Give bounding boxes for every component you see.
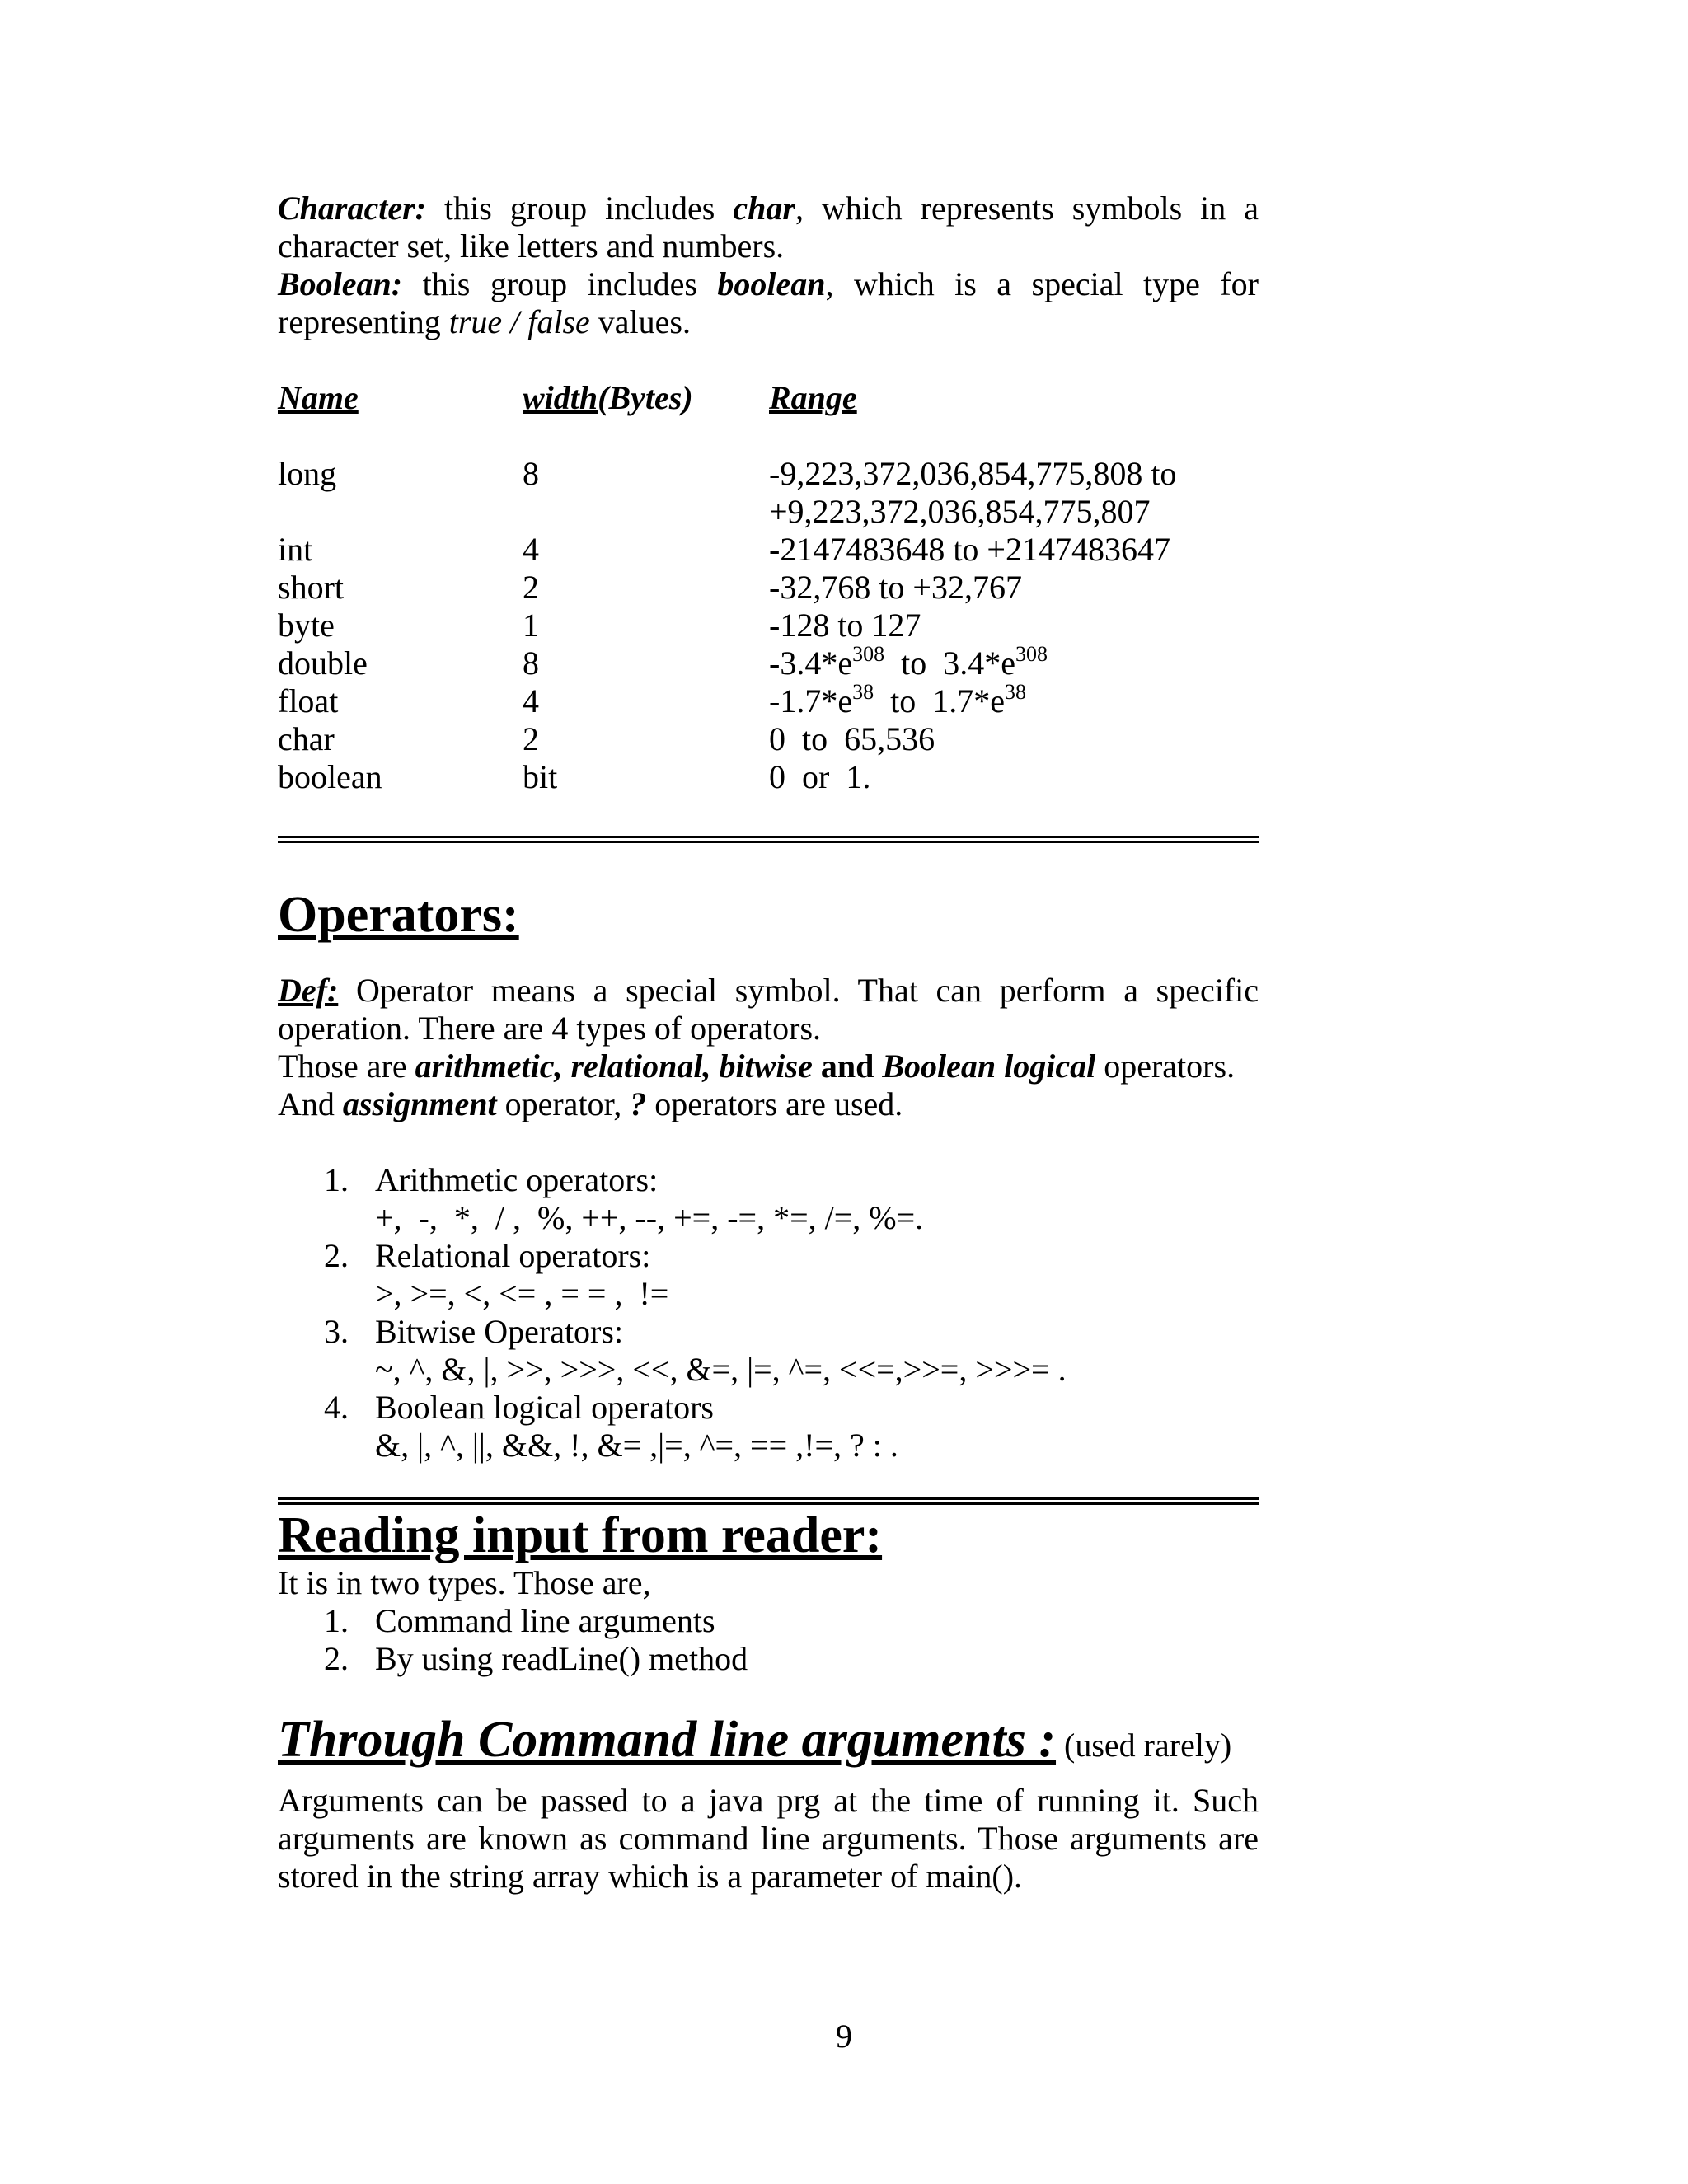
boolean-term: Boolean:: [278, 265, 403, 302]
operators-definition: Def: Operator means a special symbol. That can perform a specific operation. There are 4 types of operators.: [278, 972, 1259, 1047]
table-row: float 4 $-1.7*e^{38}$ to $1.7*e^{38}$: [278, 679, 1026, 719]
def-label: Def:: [278, 972, 339, 1009]
list-item: 2. Relational operators: >, >=, <, <= , = = , !=: [324, 1237, 669, 1312]
header-range: Range: [769, 379, 857, 416]
header-name: Name: [278, 379, 359, 416]
cmdline-heading-line: [278, 1711, 1259, 1782]
reading-intro: It is in two types. Those are,: [278, 1564, 651, 1601]
table-row: boolean bit 0 or 1.: [278, 758, 871, 795]
boolean-paragraph: Boolean: this group includes boolean, which is a special type for representing true / false values.: [278, 265, 1259, 340]
table-row: long 8 -9,223,372,036,854,775,808 to: [278, 455, 1177, 492]
reading-heading: Reading input from reader:: [278, 1507, 883, 1563]
section-divider: [278, 1497, 1259, 1505]
list-item: 1. Command line arguments: [324, 1602, 715, 1639]
list-item: 4. Boolean logical operators &, |, ^, ||, &&, !, &= ,|=, ^=, == ,!=, ? : .: [324, 1389, 898, 1464]
table-row: short 2 -32,768 to +32,767: [278, 569, 1022, 606]
section-divider: [278, 836, 1259, 843]
character-paragraph: Character: this group includes char, which represents symbols in a character set, like letters and numbers.: [278, 190, 1259, 265]
character-term: Character:: [278, 190, 426, 227]
list-item: 1. Arithmetic operators: +, -, *, / , %, ++, --, +=, -=, *=, /=, %=.: [324, 1161, 924, 1236]
boolean-type: boolean: [717, 265, 826, 302]
cmdline-paragraph: Arguments can be passed to a java prg at the time of running it. Such arguments are known as command line arguments. Those arguments are stored in the string array which is a parameter of main().: [278, 1782, 1259, 1895]
page-number: 9: [836, 2018, 852, 2055]
operators-heading: Operators:: [278, 887, 519, 943]
table-header-row: [278, 379, 1259, 417]
reading-list: [278, 1602, 1259, 1678]
header-width: width(Bytes): [523, 379, 693, 416]
list-item: 2. By using readLine() method: [324, 1640, 748, 1677]
cmdline-note: (used rarely): [1056, 1727, 1232, 1764]
table-row-continuation: +9,223,372,036,854,775,807: [769, 493, 1151, 530]
table-row: double 8 $-3.4*e^{308}$ to $3.4*e^{308}$: [278, 641, 1048, 682]
data-types-table: [278, 379, 1259, 796]
table-row: int 4 -2147483648 to +2147483647: [278, 531, 1170, 568]
table-row: byte 1 -128 to 127: [278, 607, 921, 644]
operators-list: [278, 1161, 1259, 1465]
cmdline-heading: Through Command line arguments :: [278, 1712, 1057, 1768]
page-content: [278, 190, 1259, 1896]
operators-types-line: Those are arithmetic, relational, bitwise and Boolean logical operators.: [278, 1047, 1236, 1085]
list-item: 3. Bitwise Operators: ~, ^, &, |, >>, >>>, <<, &=, |=, ^=, <<=,>>=, >>>= .: [324, 1313, 1067, 1388]
operators-assignment-line: And assignment operator, ? operators are used.: [278, 1085, 903, 1122]
table-row: char 2 0 to 65,536: [278, 720, 935, 757]
char-type: char: [733, 190, 795, 227]
